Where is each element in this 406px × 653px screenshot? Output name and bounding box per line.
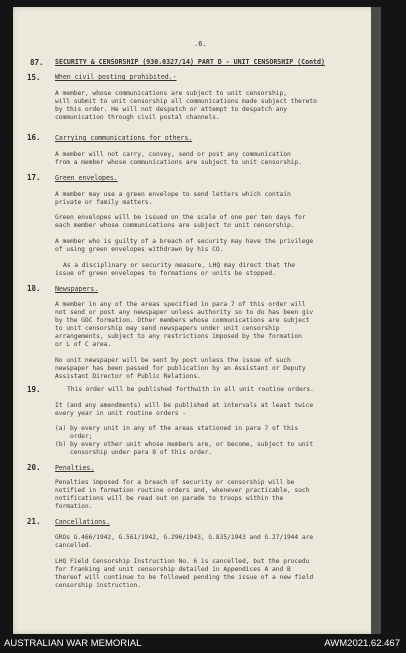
section-20-line: notified in formation routine orders and, whenever practicable, such (55, 487, 310, 494)
section-15-number: 15. (27, 73, 41, 82)
section-21-line: GROs G.466/1942, G.561/1942, G.296/1943, G.835/1943 and G.27/1944 are (55, 534, 314, 541)
section-20-heading: Penalties. (55, 464, 95, 472)
section-17-heading: Green envelopes. (55, 174, 118, 182)
section-17-line: As a disciplinary or security measure, LHQ may direct that the (63, 262, 295, 269)
section-18-line: Assistant Director of Public Relations. (55, 373, 201, 380)
section-21-line: LHQ Field Censorship Instruction No. 6 is cancelled, but the procedu (55, 558, 310, 565)
document-page (13, 7, 381, 634)
section-19-line: censorship under para 8 of this order. (55, 449, 213, 456)
section-15-line: communication through civil postal channels. (55, 114, 220, 121)
section-17-number: 17. (27, 173, 41, 182)
section-18-line: not send or post any newspaper unless authority so to do has been giv (55, 309, 314, 316)
section-18-line: or L of C area. (55, 341, 112, 348)
section-17-line: A member may use a green envelope to send letters which contain (55, 191, 291, 198)
section-19-line: This order will be published forthwith in all unit routine orders. (67, 386, 314, 393)
section-18-line: No unit newspaper will be sent by post unless the issue of such (55, 357, 291, 364)
section-20-line: formation. (55, 503, 93, 510)
footer-accession-id: AWM2021.62.467 (324, 638, 400, 649)
section-19-line: (b) by every other unit whose members are, or become, subject to unit (55, 441, 314, 448)
section-19-line: It (and any amendments) will be published at intervals at least twice (55, 402, 314, 409)
section-21-line: censorship instruction. (55, 582, 142, 589)
section-16-line: A member will not carry, convey, send or post any communication (55, 151, 291, 158)
header-number: 87. (30, 58, 44, 67)
footer-bar (0, 635, 406, 653)
section-20-number: 20. (27, 463, 41, 472)
section-17-line: Green envelopes will be issued on the scale of one per ten days for (55, 214, 306, 221)
section-20-line: notifications will be read out on parade to troops within the (55, 495, 284, 502)
page-edge-shadow (371, 7, 381, 634)
section-18-line: arrangements, subject to any restrictions imposed by the formation (55, 333, 302, 340)
section-18-line: by the GOC formation. Other members whose communications are subject (55, 317, 310, 324)
section-16-line: from a member whose communications are subject to unit censorship. (55, 159, 302, 166)
section-17-line: each member whose communications are subject to unit censorship. (55, 222, 295, 229)
section-15-line: will submit to unit censorship all communications made subject thereto (55, 98, 317, 105)
section-15-line: A member, whose communications are subject to unit censorship, (55, 90, 287, 97)
section-17-line: issue of green envelopes to formations or units be stopped. (55, 270, 276, 277)
section-19-number: 19. (27, 385, 41, 394)
section-21-line: thereof will continue to be followed pending the issue of a new field (55, 574, 314, 581)
section-15-line: by this order. He will not despatch or attempt to despatch any (55, 106, 287, 113)
section-18-line: to unit censorship may send newspapers under unit censorship (55, 325, 280, 332)
section-17-line: A member who is guilty of a breach of security may have the privilege (55, 238, 314, 245)
section-19-line: every year in unit routine orders - (55, 410, 186, 417)
section-20-line: Penalties imposed for a breach of security or censorship will be (55, 479, 295, 486)
section-21-line: cancelled. (55, 542, 93, 549)
section-19-line: (a) by every unit in any of the areas stationed in para 7 of this (55, 425, 299, 432)
section-18-line: newspaper has been passed for publication by an Assistant or Deputy (55, 365, 306, 372)
section-21-line: for franking and unit censorship detailed in Appendices A and B (55, 566, 291, 573)
section-16-number: 16. (27, 133, 41, 142)
section-17-line: of using green envelopes withdrawn by his CO. (55, 246, 224, 253)
section-19-line: order; (55, 433, 93, 440)
section-18-number: 18. (27, 284, 41, 293)
section-21-number: 21. (27, 517, 41, 526)
page-number: .6. (194, 40, 207, 48)
footer-institution: AUSTRALIAN WAR MEMORIAL (4, 638, 142, 649)
section-18-line: A member in any of the areas specified in para 7 of this order will (55, 301, 306, 308)
header-title: SECURITY & CENSORSHIP (930.0327/14) PART D - UNIT CENSORSHIP (Contd) (55, 58, 325, 66)
section-21-heading: Cancellations. (55, 518, 110, 526)
section-18-heading: Newspapers. (55, 285, 99, 293)
section-16-heading: Carrying communications for others. (55, 134, 193, 142)
section-15-heading: When civil posting prohibited.- (55, 73, 177, 81)
section-17-line: private or family matters. (55, 199, 153, 206)
